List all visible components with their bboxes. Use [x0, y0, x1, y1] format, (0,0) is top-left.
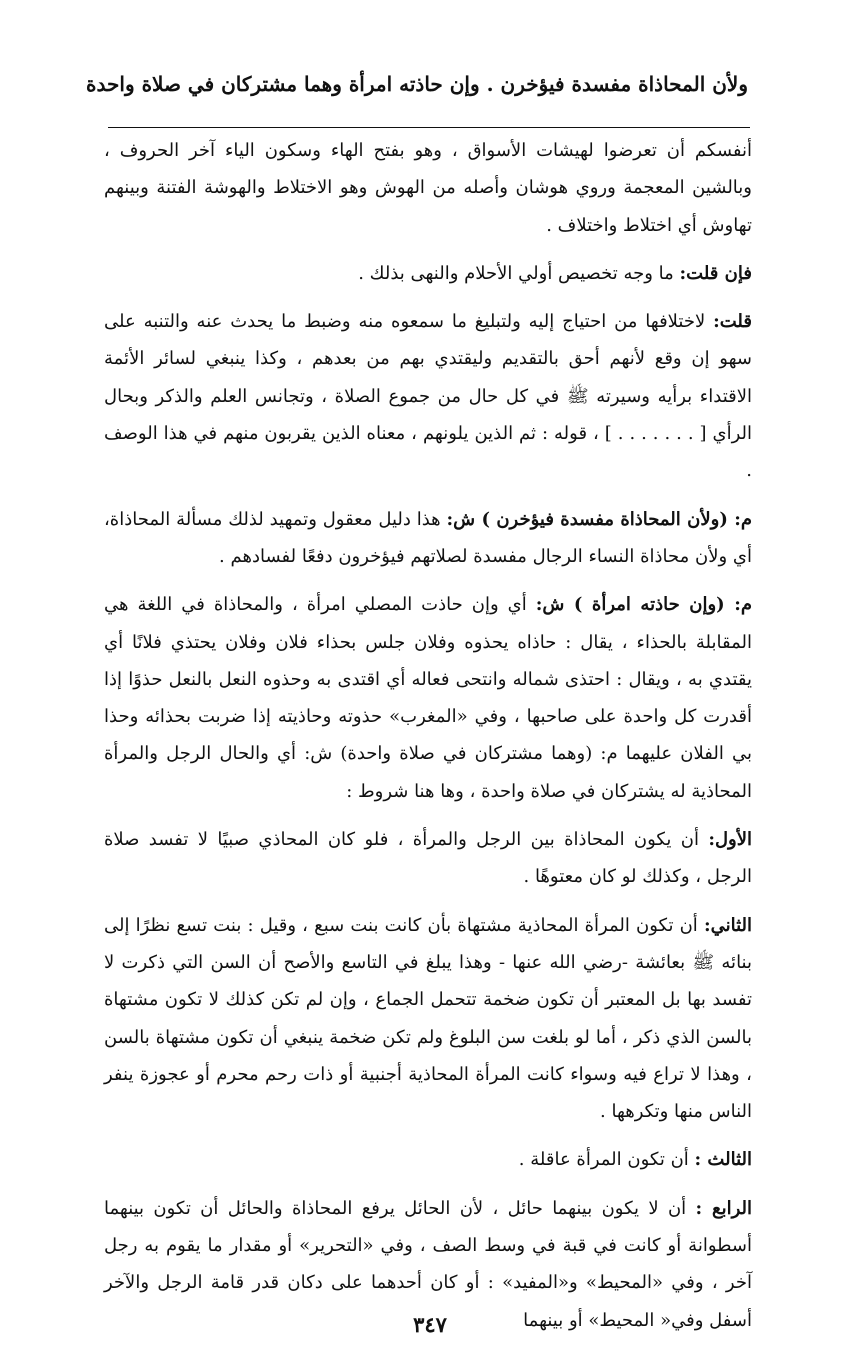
paragraph-lead: م: (ولأن المحاذاة مفسدة فيؤخرن ) ش:	[446, 508, 752, 530]
paragraph-lead: م: (وإن حاذته امرأة ) ش:	[535, 594, 752, 616]
paragraph-matn-1: م: (ولأن المحاذاة مفسدة فيؤخرن ) ش: هذا دليل معقول وتمهيد لذلك مسألة المحاذاة، أي ولأن محاذاة النساء الرجال مفسدة لصلاتهم فيؤخرون دفعًا لفسادهم .	[104, 508, 752, 567]
paragraph-question: فإن قلت: ما وجه تخصيص أولي الأحلام والنهى بذلك .	[358, 262, 752, 284]
paragraph-condition-1: الأول: أن يكون المحاذاة بين الرجل والمرأة ، فلو كان المحاذي صبيًا لا تفسد صلاة الرجل ، وكذلك لو كان معتوهًا .	[104, 829, 752, 888]
paragraph-continuation: أنفسكم أن تعرضوا لهيشات الأسواق ، وهو بفتح الهاء وسكون الياء آخر الحروف ، وبالشين المعجمة وروي هوشان وأصله من الهوش وهو الاختلاط والهوشة الفتنة وبينهم تهاوش أي اختلاط واختلاف .	[104, 140, 752, 236]
paragraph-condition-4: الرابع : أن لا يكون بينهما حائل ، لأن الحائل يرفع المحاذاة والحائل أن تكون بينهما أسطوانة أو كانت في قبة في وسط الصف ، وفي «التحرير» أو مقدار ما يقوم به رجل آخر ، وفي «المحيط» و«المفيد» : أو كان أحدهما على دكان قدر قامة الرجل والآخر أسفل وفي« المحيط» أو بينهما	[104, 1197, 752, 1331]
paragraph-answer: قلت: لاختلافها من احتياج إليه ولتبليغ ما سمعوه منه وضبط ما يحدث عنه والتنبه على سهو إن وقع لأنهم أحق بالتقديم وليقتدي بهم من بعدهم ، وكذا ينبغي لسائر الأئمة الاقتداء برأيه وسيرته ﷺ في كل حال من جموع الصلاة ، وتجانس العلم والذكر وبحال الرأي [ . . . . . . . ] ، قوله : ثم الذين يلونهم ، معناه الذين يقربون منهم في هذا الوصف .	[104, 311, 752, 482]
paragraph-condition-3: الثالث : أن تكون المرأة عاقلة .	[518, 1149, 752, 1171]
main-text	[104, 132, 752, 1350]
paragraph-lead: الثالث :	[694, 1149, 752, 1171]
header-rule	[108, 127, 750, 128]
paragraph-lead: قلت:	[713, 311, 752, 333]
paragraph-condition-2: الثاني: أن تكون المرأة المحاذية مشتهاة بأن كانت بنت سبع ، وقيل : بنت تسع نظرًا إلى بنائه ﷺ بعائشة -رضي الله عنها - وهذا يبلغ في التاسع والأصح أن السن التي ذكرت لا تفسد بها بل المعتبر أن تكون ضخمة تتحمل الجماع ، وإن لم تكن كذلك لا تكون مشتهاة بالسن الذي ذكر ، أما لو بلغت سن البلوغ ولم تكن ضخمة ينبغي أن تكون مشتهاة بالسن ، وهذا لا تراع فيه وسواء كانت المرأة المحاذية أجنبية أو ذات رحم محرم أو عجوزة ينفر الناس منها وتكرهها .	[104, 914, 752, 1123]
paragraph-matn-2: م: (وإن حاذته امرأة ) ش: أي وإن حاذت المصلي امرأة ، والمحاذاة في اللغة هي المقابلة بالحذاء ، يقال : حاذاه يحذوه وفلان جلس بحذاء فلان وفلان يحتذي فلانًا أي يقتدي به ، ويقال : احتذى شماله وانتحى فعاله أي اقتدى به وحذوه النعل بالنعل حذوًا إذا أقدرت كل واحدة على صاحبها ، وفي «المغرب» حذوته وحاذيته إذا ضربت بحذائه وحذا بي الفلان عليهما م: (وهما مشتركان في صلاة واحدة) ش: أي والحال الرجل والمرأة المحاذية له يشتركان في صلاة واحدة ، وها هنا شروط :	[104, 594, 752, 802]
paragraph-lead: الأول:	[708, 829, 752, 851]
paragraph-lead: الثاني:	[703, 914, 752, 936]
running-header: ولأن المحاذاة مفسدة فيؤخرن . وإن حاذته امرأة وهما مشتركان في صلاة واحدة	[86, 72, 748, 96]
paragraph-lead: الرابع :	[695, 1197, 752, 1219]
page-number: ٣٤٧	[413, 1312, 447, 1337]
paragraph-lead: فإن قلت:	[679, 262, 752, 284]
